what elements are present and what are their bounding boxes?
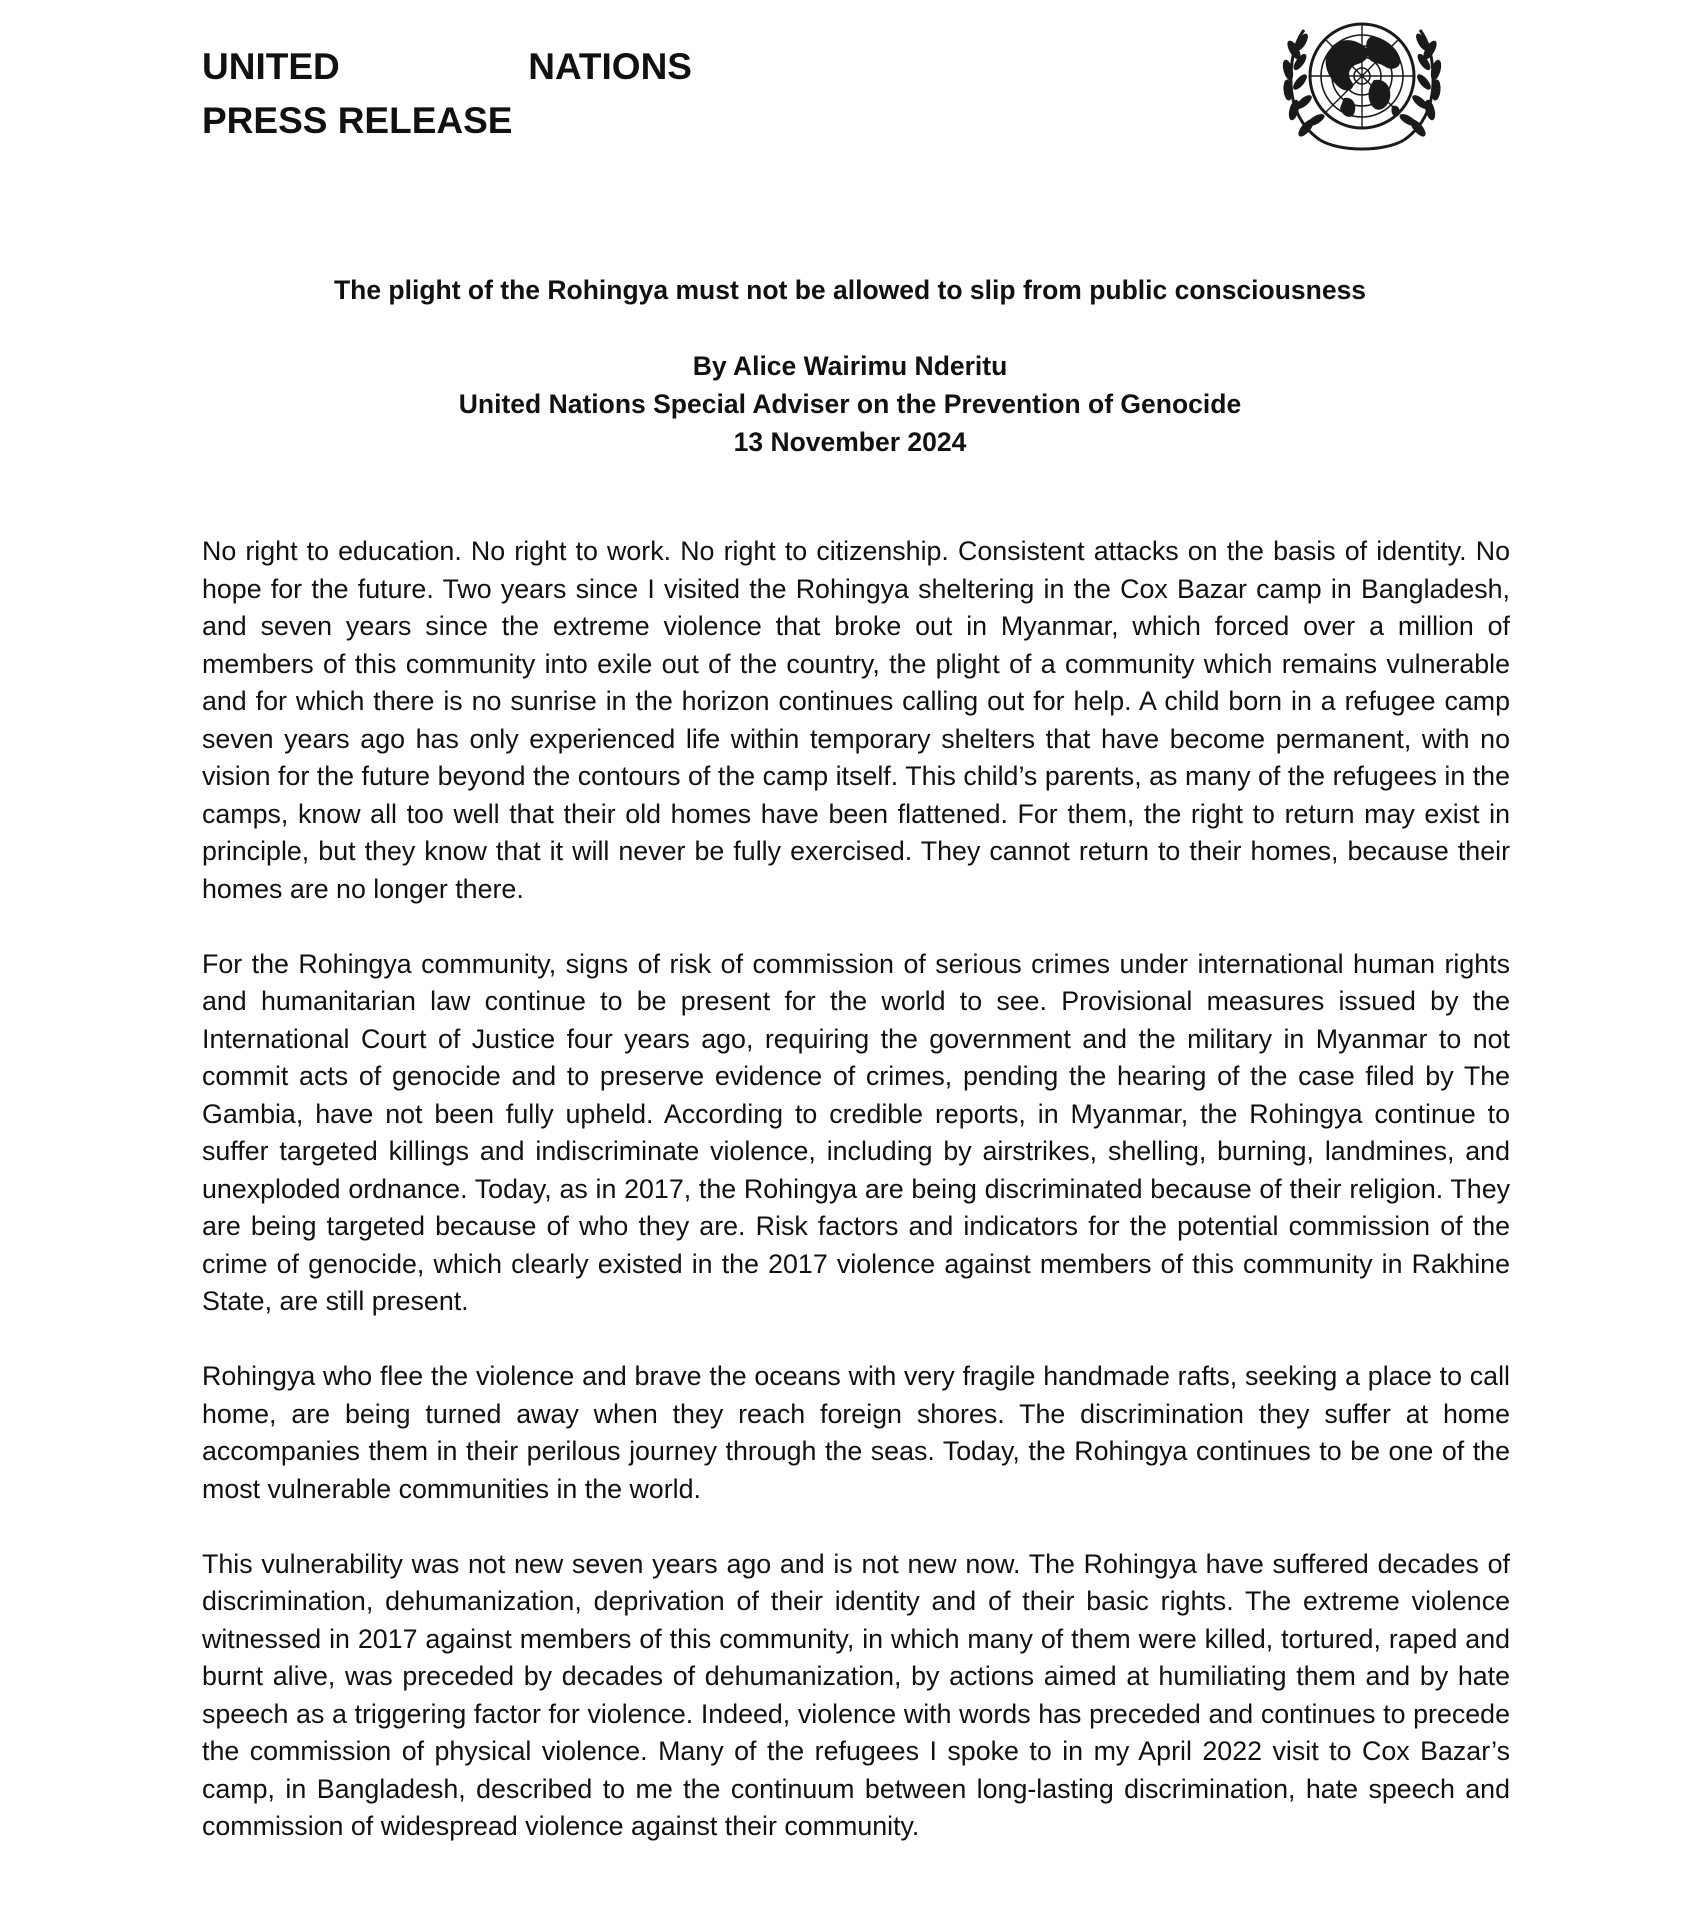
release-date: 13 November 2024: [733, 427, 967, 457]
org-name: [202, 40, 692, 94]
article-title: The plight of the Rohingya must not be allowed to slip from public consciousness: [333, 275, 1367, 305]
org-word-united: UNITED: [202, 46, 340, 87]
paragraph: This vulnerability was not new seven years ago and is not new now. The Rohingya have suffered decades of discrimination, dehumanization, deprivation of their identity and of their basic rights. The extreme violence witnessed in 2017 against members of this community, in which many of them were killed, tortured, raped and burnt alive, was preceded by decades of dehumanization, by actions aimed at humiliating them and by hate speech as a triggering factor for violence. Indeed, violence with words has preceded and continues to precede the commission of physical violence. Many of the refugees I spoke to in my April 2022 visit to Cox Bazar’s camp, in Bangladesh, described to me the continuum between long-lasting discrimination, hate speech and commission of widespread violence against their community.: [202, 1548, 1510, 1841]
paragraph: Rohingya who flee the violence and brave the oceans with very fragile handmade rafts, seeking a place to call home, are being turned away when they reach foreign shores. The discrimination they suffer at home accompanies them in their perilous journey through the seas. Today, the Rohingya continues to be one of the most vulnerable communities in the world.: [202, 1361, 1510, 1504]
org-word-nations: NATIONS: [528, 46, 692, 87]
doc-type-label: PRESS RELEASE: [202, 100, 513, 141]
byline-block: [0, 347, 1700, 461]
paragraph: No right to education. No right to work. No right to citizenship. Consistent attacks on the basis of identity. No hope for the future. Two years since I visited the Rohingya sheltering in the Cox Bazar camp in Bangladesh, and seven years since the extreme violence that broke out in Myanmar, which forced over a million of members of this community into exile out of the country, the plight of a community which remains vulnerable and for which there is no sunrise in the horizon continues calling out for help. A child born in a refugee camp seven years ago has only experienced life within temporary shelters that have become permanent, with no vision for the future beyond the contours of the camp itself. This child’s parents, as many of the refugees in the camps, know all too well that their old homes have been flattened. For them, the right to return may exist in principle, but they know that it will never be fully exercised. They cannot return to their homes, because their homes are no longer there.: [202, 536, 1510, 904]
author-role: United Nations Special Adviser on the Prevention of Genocide: [458, 389, 1242, 419]
masthead: [202, 40, 722, 148]
un-emblem-icon: [1280, 10, 1444, 160]
paragraph: For the Rohingya community, signs of risk of commission of serious crimes under international human rights and humanitarian law continue to be present for the world to see. Provisional measures issued by the International Court of Justice four years ago, requiring the government and the military in Myanmar to not commit acts of genocide and to preserve evidence of crimes, pending the hearing of the case filed by The Gambia, have not been fully upheld. According to credible reports, in Myanmar, the Rohingya continue to suffer targeted killings and indiscriminate violence, including by airstrikes, shelling, burning, landmines, and unexploded ordnance. Today, as in 2017, the Rohingya are being discriminated because of their religion. They are being targeted because of who they are. Risk factors and indicators for the potential commission of the crime of genocide, which clearly existed in the 2017 violence against members of this community in Rakhine State, are still present.: [202, 948, 1510, 1316]
article-body: [202, 533, 1510, 1883]
author-name: By Alice Wairimu Nderitu: [692, 351, 1008, 381]
